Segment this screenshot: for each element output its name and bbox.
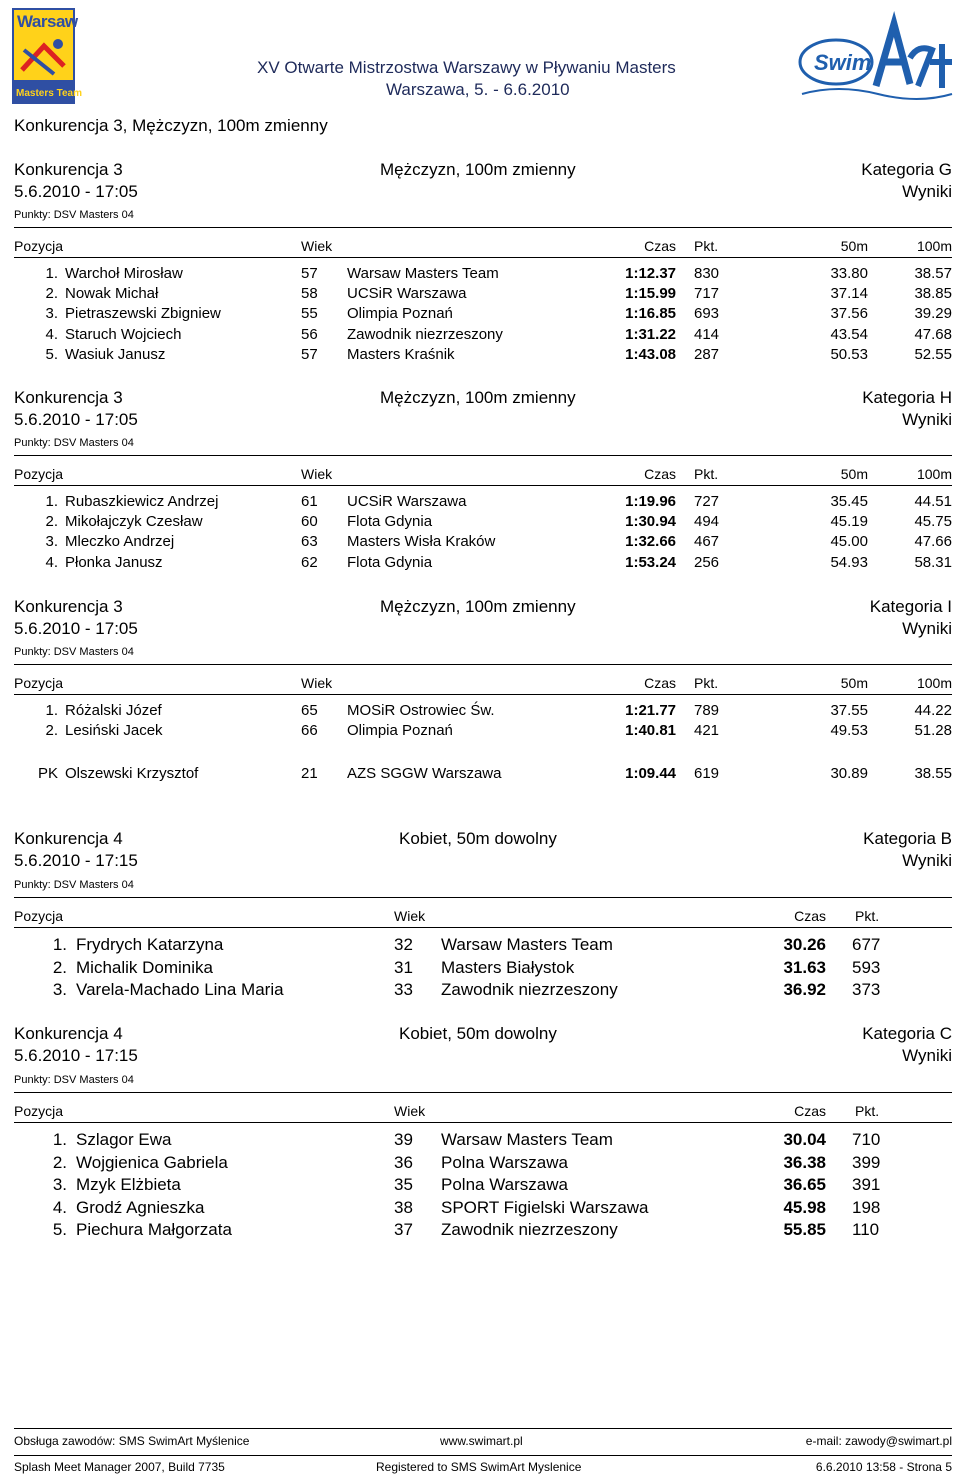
place: 3. — [45, 305, 58, 323]
divider — [14, 897, 952, 898]
club: AZS SGGW Warszawa — [347, 765, 502, 782]
event-number: Konkurencja 3 — [14, 597, 123, 616]
club: Olimpia Poznań — [347, 722, 453, 740]
club: SPORT Figielski Warszawa — [441, 1197, 649, 1217]
points: 830 — [694, 265, 720, 282]
swimmer-name: Rubaszkiewicz Andrzej — [65, 493, 219, 510]
swimmer-name: Varela-Machado Lina Maria — [76, 980, 284, 1000]
col-wiek: Wiek — [301, 466, 333, 482]
club: Masters Kraśnik — [347, 345, 455, 363]
age: 55 — [301, 305, 318, 323]
swimmer-name: Michalik Dominika — [76, 957, 213, 977]
place: 1. — [52, 1130, 67, 1149]
divider — [14, 664, 952, 665]
club: Masters Wisła Kraków — [347, 533, 496, 551]
event-number: Konkurencja 3 — [14, 160, 123, 179]
place: 2. — [45, 722, 58, 740]
col-czas: Czas — [794, 908, 826, 924]
place: 2. — [45, 285, 58, 303]
event-date: 5.6.2010 - 17:15 — [14, 1046, 138, 1065]
time: 1:19.96 — [625, 493, 676, 510]
time: 1:21.77 — [625, 702, 676, 719]
points-system: Punkty: DSV Masters 04 — [14, 209, 134, 221]
club: Warsaw Masters Team — [347, 265, 499, 282]
split-100m: 44.51 — [914, 493, 952, 510]
col-pkt: Pkt. — [855, 1103, 880, 1119]
split-100m: 38.55 — [914, 765, 952, 782]
age: 61 — [301, 493, 318, 510]
points-system: Punkty: DSV Masters 04 — [14, 1074, 134, 1086]
swimmer-name: Różalski Józef — [65, 702, 162, 719]
split-100m: 45.75 — [914, 513, 952, 531]
time: 1:40.81 — [625, 722, 676, 740]
age: 63 — [301, 533, 318, 551]
club: Olimpia Poznań — [347, 305, 453, 323]
col-czas: Czas — [644, 466, 676, 482]
swimmer-name: Olszewski Krzysztof — [65, 765, 199, 782]
event-name: Kobiet, 50m dowolny — [399, 1024, 557, 1043]
points: 619 — [694, 765, 720, 782]
col-wiek: Wiek — [301, 238, 333, 254]
footer-website-link[interactable]: www.swimart.pl — [440, 1434, 523, 1448]
logo-text-warsaw: Warsaw — [17, 12, 78, 31]
swimmer-name: Wojgienica Gabriela — [76, 1152, 228, 1172]
split-100m: 51.28 — [914, 722, 952, 740]
swimmer-name: Mzyk Elżbieta — [76, 1175, 181, 1195]
col-pkt: Pkt. — [694, 238, 719, 254]
footer-software: Splash Meet Manager 2007, Build 7735 — [14, 1460, 225, 1474]
col-pkt: Pkt. — [694, 675, 719, 691]
place: 3. — [45, 533, 58, 551]
club: UCSiR Warszawa — [347, 493, 467, 510]
place: 2. — [52, 1152, 67, 1172]
points: 693 — [694, 305, 720, 323]
place: 1. — [52, 935, 67, 954]
place: 4. — [52, 1197, 67, 1217]
time: 45.98 — [783, 1197, 826, 1217]
club: Polna Warszawa — [441, 1152, 568, 1172]
swimmer-name: Płonka Janusz — [65, 553, 163, 571]
time: 1:15.99 — [625, 285, 676, 303]
split-100m: 39.29 — [914, 305, 952, 323]
points-system: Punkty: DSV Masters 04 — [14, 437, 134, 449]
split-50m: 45.00 — [830, 533, 868, 551]
club: Zawodnik niezrzeszony — [441, 980, 618, 1000]
place: 5. — [52, 1220, 67, 1240]
divider — [14, 694, 952, 695]
meet-dates: Warszawa, 5. - 6.6.2010 — [386, 80, 570, 99]
footer-page-info: 6.6.2010 13:58 - Strona 5 — [815, 1460, 952, 1474]
divider — [14, 1122, 952, 1123]
time: 1:30.94 — [625, 513, 676, 531]
points: 256 — [694, 553, 720, 571]
points: 717 — [694, 285, 720, 303]
place: 1. — [45, 702, 58, 719]
col-czas: Czas — [644, 675, 676, 691]
points: 198 — [852, 1197, 881, 1217]
club: Warsaw Masters Team — [441, 935, 613, 954]
points: 467 — [694, 533, 720, 551]
age: 39 — [394, 1130, 413, 1149]
footer-divider — [14, 1455, 952, 1456]
age: 66 — [301, 722, 318, 740]
time: 36.65 — [783, 1175, 826, 1195]
age: 62 — [301, 553, 318, 571]
split-100m: 38.57 — [914, 265, 952, 282]
col-czas: Czas — [644, 238, 676, 254]
swimmer-name: Lesiński Jacek — [65, 722, 163, 740]
swimmer-name: Warchoł Mirosław — [65, 265, 183, 282]
event-heading: Konkurencja 3, Mężczyzn, 100m zmienny — [14, 116, 328, 135]
footer-email-link[interactable]: e-mail: zawody@swimart.pl — [805, 1434, 952, 1448]
age: 35 — [394, 1175, 413, 1195]
col-pkt: Pkt. — [855, 908, 880, 924]
event-number: Konkurencja 3 — [14, 388, 123, 407]
split-50m: 49.53 — [830, 722, 868, 740]
place: PK — [37, 765, 58, 782]
age: 58 — [301, 285, 318, 303]
event-date: 5.6.2010 - 17:05 — [14, 410, 138, 429]
divider — [14, 927, 952, 928]
swimmer-name: Staruch Wojciech — [65, 325, 182, 343]
swimmer-name: Szlagor Ewa — [76, 1130, 172, 1149]
time: 1:16.85 — [625, 305, 676, 323]
time: 1:53.24 — [625, 553, 676, 571]
age: 56 — [301, 325, 318, 343]
meet-title: XV Otwarte Mistrzostwa Warszawy w Pływaniu Masters — [257, 58, 676, 77]
age: 38 — [394, 1197, 413, 1217]
split-100m: 44.22 — [914, 702, 952, 719]
col-pozycja: Pozycja — [14, 675, 64, 691]
points: 373 — [852, 980, 881, 1000]
split-50m: 37.55 — [830, 702, 868, 719]
col-wiek: Wiek — [394, 908, 426, 924]
category: Kategoria H — [862, 388, 952, 407]
event-name: Mężczyzn, 100m zmienny — [380, 160, 576, 179]
event-name: Mężczyzn, 100m zmienny — [380, 388, 576, 407]
points: 287 — [694, 345, 720, 363]
swimart-logo-icon — [798, 14, 954, 104]
age: 57 — [301, 265, 318, 282]
swimmer-name: Wasiuk Janusz — [65, 345, 166, 363]
swimmer-name: Mikołajczyk Czesław — [65, 513, 203, 531]
warsaw-masters-logo — [12, 8, 82, 104]
event-date: 5.6.2010 - 17:15 — [14, 851, 138, 870]
age: 57 — [301, 345, 318, 363]
split-100m: 47.66 — [914, 533, 952, 551]
split-50m: 35.45 — [830, 493, 868, 510]
split-100m: 47.68 — [914, 325, 952, 343]
event-name: Mężczyzn, 100m zmienny — [380, 597, 576, 616]
split-50m: 45.19 — [830, 513, 868, 531]
split-50m: 43.54 — [830, 325, 868, 343]
place: 4. — [45, 553, 58, 571]
divider — [14, 455, 952, 456]
split-50m: 37.14 — [830, 285, 868, 303]
col-wiek: Wiek — [301, 675, 333, 691]
points: 391 — [852, 1175, 881, 1195]
event-number: Konkurencja 4 — [14, 829, 123, 848]
col-pozycja: Pozycja — [14, 238, 64, 254]
points: 727 — [694, 493, 720, 510]
age: 65 — [301, 702, 318, 719]
time: 30.26 — [783, 935, 826, 954]
divider — [14, 485, 952, 486]
place: 3. — [52, 980, 67, 1000]
col-100m: 100m — [916, 675, 952, 691]
category: Kategoria C — [862, 1024, 952, 1043]
club: Zawodnik niezrzeszony — [441, 1220, 618, 1240]
split-100m: 52.55 — [914, 345, 952, 363]
divider — [14, 257, 952, 258]
split-50m: 33.80 — [830, 265, 868, 282]
col-pozycja: Pozycja — [14, 1103, 64, 1119]
club: Polna Warszawa — [441, 1175, 568, 1195]
col-50m: 50m — [840, 675, 868, 691]
swimmer-name: Pietraszewski Zbigniew — [65, 305, 221, 323]
place: 1. — [45, 265, 58, 282]
category: Kategoria G — [861, 160, 952, 179]
club: Warsaw Masters Team — [441, 1130, 613, 1149]
split-100m: 58.31 — [914, 553, 952, 571]
split-50m: 50.53 — [830, 345, 868, 363]
points: 110 — [852, 1220, 880, 1240]
place: 3. — [52, 1175, 67, 1195]
time: 1:43.08 — [625, 345, 676, 363]
points: 421 — [694, 722, 720, 740]
results-label: Wyniki — [902, 851, 952, 870]
results-label: Wyniki — [902, 182, 952, 201]
event-number: Konkurencja 4 — [14, 1024, 123, 1043]
points-system: Punkty: DSV Masters 04 — [14, 646, 134, 658]
points: 494 — [694, 513, 720, 531]
club: Zawodnik niezrzeszony — [347, 325, 503, 343]
svg-text:Swim: Swim — [814, 50, 872, 75]
age: 21 — [301, 765, 318, 782]
club: UCSiR Warszawa — [347, 285, 467, 303]
place: 5. — [45, 345, 58, 363]
col-pozycja: Pozycja — [14, 908, 64, 924]
swimmer-name: Grodź Agnieszka — [76, 1197, 205, 1217]
points: 414 — [694, 325, 720, 343]
time: 55.85 — [783, 1220, 826, 1240]
col-pkt: Pkt. — [694, 466, 719, 482]
time: 1:31.22 — [625, 325, 676, 343]
divider — [14, 227, 952, 228]
time: 36.92 — [783, 980, 826, 1000]
results-label: Wyniki — [902, 1046, 952, 1065]
col-wiek: Wiek — [394, 1103, 426, 1119]
split-50m: 54.93 — [830, 553, 868, 571]
split-50m: 30.89 — [830, 765, 868, 782]
time: 36.38 — [783, 1152, 826, 1172]
footer-divider — [14, 1428, 952, 1429]
swimmer-logo-icon — [14, 32, 73, 82]
time: 1:32.66 — [625, 533, 676, 551]
place: 1. — [45, 493, 58, 510]
club: Masters Białystok — [441, 957, 575, 977]
club: Flota Gdynia — [347, 553, 433, 571]
club: MOSiR Ostrowiec Św. — [347, 702, 495, 719]
logo-text-masters-team: Masters Team — [16, 88, 82, 99]
points-system: Punkty: DSV Masters 04 — [14, 879, 134, 891]
category: Kategoria I — [869, 597, 952, 616]
age: 31 — [394, 957, 413, 977]
points: 593 — [852, 957, 881, 977]
swimmer-name: Piechura Małgorzata — [76, 1220, 232, 1240]
swimmer-name: Nowak Michał — [65, 285, 159, 303]
col-pozycja: Pozycja — [14, 466, 64, 482]
col-czas: Czas — [794, 1103, 826, 1119]
points: 399 — [852, 1152, 881, 1172]
swimmer-name: Frydrych Katarzyna — [76, 935, 224, 954]
col-50m: 50m — [840, 238, 868, 254]
place: 4. — [45, 325, 58, 343]
footer-registration: Registered to SMS SwimArt Myslenice — [376, 1460, 582, 1474]
time: 1:09.44 — [625, 765, 676, 782]
split-100m: 38.85 — [914, 285, 952, 303]
col-100m: 100m — [916, 238, 952, 254]
event-name: Kobiet, 50m dowolny — [399, 829, 557, 848]
points: 789 — [694, 702, 720, 719]
age: 60 — [301, 513, 318, 531]
category: Kategoria B — [863, 829, 952, 848]
club: Flota Gdynia — [347, 513, 433, 531]
split-50m: 37.56 — [830, 305, 868, 323]
time: 1:12.37 — [625, 265, 676, 282]
results-label: Wyniki — [902, 410, 952, 429]
place: 2. — [52, 957, 67, 977]
age: 37 — [394, 1220, 413, 1240]
event-date: 5.6.2010 - 17:05 — [14, 619, 138, 638]
event-date: 5.6.2010 - 17:05 — [14, 182, 138, 201]
points: 710 — [852, 1130, 881, 1149]
swimmer-name: Mleczko Andrzej — [65, 533, 175, 551]
age: 36 — [394, 1152, 413, 1172]
time: 30.04 — [783, 1130, 826, 1149]
col-100m: 100m — [916, 466, 952, 482]
place: 2. — [45, 513, 58, 531]
age: 33 — [394, 980, 413, 1000]
points: 677 — [852, 935, 881, 954]
time: 31.63 — [783, 957, 826, 977]
col-50m: 50m — [840, 466, 868, 482]
footer-organizer: Obsługa zawodów: SMS SwimArt Myślenice — [14, 1434, 250, 1448]
results-label: Wyniki — [902, 619, 952, 638]
divider — [14, 1092, 952, 1093]
age: 32 — [394, 935, 413, 954]
